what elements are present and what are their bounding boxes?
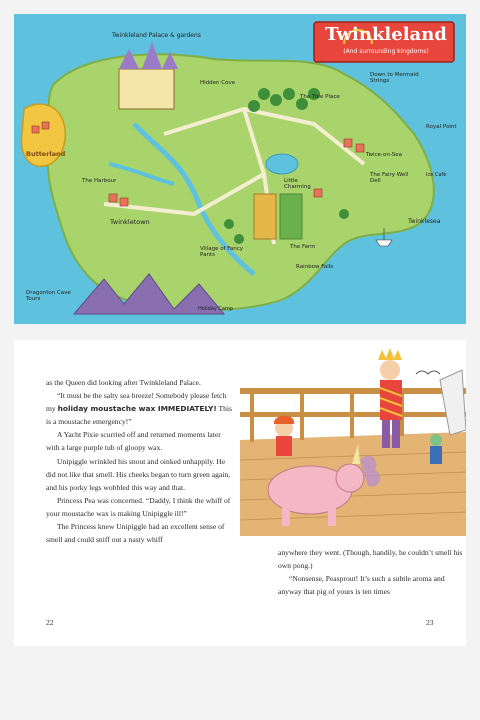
- paragraph-text: This is a moustache emergency!”: [46, 404, 232, 427]
- paragraph: The Princess knew Unipiggle had an excellent sense of smell and could sniff out a nasty whiff: [46, 522, 225, 545]
- paragraph: as the Queen did looking after Twinkleland Palace.: [46, 378, 201, 387]
- map-label-twinkletown: Twinkletown: [110, 218, 150, 226]
- left-page-text: [46, 376, 236, 546]
- map-label-fancy-pants: Village of Fancy Pants: [200, 246, 244, 258]
- map-label-royal-point: Royal Point: [426, 124, 457, 130]
- map-label-farm: The Farm: [290, 244, 316, 250]
- map-illustration: [14, 14, 466, 324]
- paragraph-text: “It must be the salty sea breeze! Somebody please fetch my: [46, 391, 227, 414]
- map-label-holiday-camp: Holiday Camp: [198, 306, 233, 312]
- paragraph: Princess Pea was concerned. “Daddy, I think the whiff of your moustache wax is making Unipiggle ill!”: [46, 495, 231, 518]
- paragraph: anywhere they went. (Though, handily, he couldn’t smell his own pong.): [278, 548, 463, 571]
- map-label-twice-on-sea: Twice-on-Sea: [366, 152, 403, 158]
- deck-illustration: [240, 340, 466, 536]
- map-title: Twinkleland: [325, 24, 447, 45]
- map-label-ice-cafe: Ice Café: [426, 172, 447, 178]
- page-number-right: 23: [426, 618, 434, 627]
- map-subtitle: (And surrounding kingdoms): [343, 48, 429, 55]
- paragraph: A Yacht Pixie scurried off and returned moments later with a large purple tub of gloopy wax.: [46, 430, 221, 453]
- map-label-dragonton: Dragonton Cave Tours: [26, 290, 71, 302]
- book-spread: [14, 340, 466, 646]
- map-drawing: [14, 14, 466, 324]
- illustration-drawing: [240, 340, 466, 536]
- page-number-left: 22: [46, 618, 54, 627]
- map-label-mermaid: Down to Mermaid Strings: [370, 72, 419, 84]
- map-label-hidden-cove: Hidden Cove: [200, 80, 236, 86]
- paragraph: “Nonsense, Peasprout! It’s such a subtle aroma and anyway that pig of yours is ten times: [278, 574, 445, 597]
- map-label-little-charming: Little Charming: [284, 178, 311, 190]
- map-label-twinklesea: Twinklesea: [408, 218, 441, 225]
- paragraph: Unipiggle wrinkled his snout and oinked unhappily. He did not like that smell. His cheeks began to turn green again, and his porky legs wobbled this way and that.: [46, 456, 231, 492]
- map-label-palace: Twinkleland Palace & gardens: [112, 32, 201, 39]
- right-page-text: [278, 546, 468, 598]
- paragraph: [46, 389, 236, 428]
- map-label-butterland: Butterland: [26, 150, 66, 158]
- map-label-harbour: The Harbour: [82, 178, 117, 184]
- pixie-figure: [430, 434, 442, 464]
- map-label-rainbow-falls: Rainbow Falls: [296, 264, 334, 270]
- map-label-fairy-dell: The Fairy Well Dell: [370, 172, 409, 184]
- map-label-tree-place: The Tree Place: [300, 94, 340, 100]
- bold-phrase: holiday moustache wax IMMEDIATELY!: [57, 404, 217, 414]
